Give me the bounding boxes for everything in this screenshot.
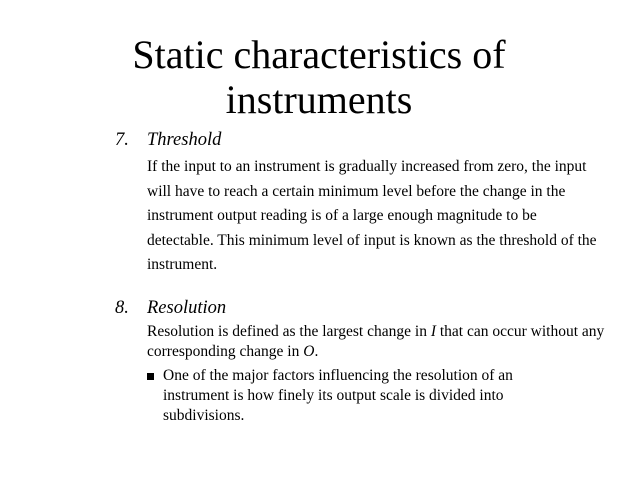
slide-title-line-2: instruments [225, 77, 413, 122]
output-symbol: O [303, 343, 315, 360]
resolution-text-part-2: that can occur without any corresponding change in [147, 323, 605, 360]
input-symbol: I [430, 323, 436, 340]
resolution-text-part-3: . [314, 343, 319, 360]
threshold-heading [115, 129, 221, 151]
slide-title-line-1: Static characteristics of [132, 32, 506, 77]
slide-title [0, 32, 638, 122]
threshold-heading-text: Threshold [147, 130, 222, 150]
square-bullet-icon [147, 373, 154, 380]
resolution-heading-text: Resolution [147, 298, 227, 318]
threshold-number: 7. [115, 130, 129, 150]
resolution-number: 8. [115, 298, 129, 318]
resolution-text-part-1: Resolution is defined as the largest change in [147, 323, 431, 340]
resolution-bullet [147, 366, 547, 426]
resolution-heading [115, 297, 226, 319]
resolution-bullet-text: One of the major factors influencing the resolution of an instrument is how finely its output scale is divided into subdivisions. [163, 367, 513, 424]
threshold-paragraph: If the input to an instrument is gradually increased from zero, the input will have to reach a certain minimum level before the change in the instrument output reading is of a large enough magnitude to be detectable. This minimum level of input is known as the threshold of the instrument. [147, 158, 597, 273]
resolution-paragraph [147, 322, 607, 362]
